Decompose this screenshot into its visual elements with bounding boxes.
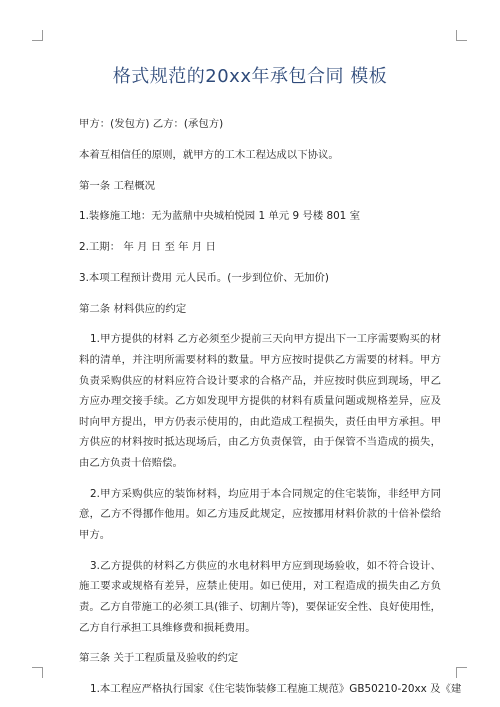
crop-mark-bottom-right bbox=[456, 667, 467, 678]
article2-paragraph-3: 3.乙方提供的材料乙方供应的水电材料甲方应到现场验收，如不符合设计、施工要求或规格有差异，应禁止使用。如已使用，对工程造成的损失由乙方负责。乙方自带施工的必须工具(锥子、切割片等)，要保证安全性、良好使用性，乙方自行承担工具维修费和损耗费用。 bbox=[79, 559, 441, 634]
article2-paragraph-1: 1.甲方提供的材料 乙方必须至少提前三天向甲方提出下一工序需要购买的材料的清单，并注明所需要材料的数量。甲方应按时提供乙方需要的材料。甲方负责采购供应的材料应符合设计要求的合格产品，并应按时供应到现场，甲乙方应办理交接手续。乙方如发现甲方提供的材料有质量问题或规格差异，应及时向甲方提出，甲方仍表示使用的，由此造成工程损失，责任由甲方承担。甲方供应的材料按时抵达现场后，由乙方负责保管，由于保管不当造成的损失，由乙方负责十倍赔偿。 bbox=[79, 333, 441, 470]
parties-line: 甲方：(发包方) 乙方：(承包方) bbox=[79, 118, 224, 130]
article1-heading: 第一条 工程概况 bbox=[79, 179, 156, 192]
crop-mark-top-left bbox=[32, 30, 43, 41]
article1-item-1: 1.装修施工地：无为蓝鼎中央城柏悦园 1 单元 9 号楼 801 室 bbox=[79, 210, 360, 223]
article1-item-2: 2.工期： 年 月 日 至 年 月 日 bbox=[79, 241, 216, 254]
crop-mark-bottom-left bbox=[32, 667, 43, 678]
article3-paragraph-1: 1.本工程应严格执行国家《住宅装饰装修工程施工规范》GB50210-20xx 及《建 bbox=[90, 683, 462, 696]
document-title: 格式规范的20xx年承包合同 模板 bbox=[112, 66, 388, 87]
preamble-line: 本着互相信任的原则，就甲方的工木工程达成以下协议。 bbox=[79, 148, 339, 161]
document-body bbox=[79, 114, 462, 700]
article1-item-3: 3.本项工程预计费用 元人民币。(一步到位价、无加价) bbox=[79, 271, 329, 284]
article2-paragraph-2: 2.甲方采购供应的装饰材料，均应用于本合同规定的住宅装饰，非经甲方同意，乙方不得挪作他用。如乙方违反此规定，应按挪用材料价款的十倍补偿给甲方。 bbox=[79, 487, 441, 541]
article2-heading: 第二条 材料供应的约定 bbox=[79, 302, 187, 315]
article3-heading: 第三条 关于工程质量及验收的约定 bbox=[79, 652, 239, 665]
crop-mark-top-right bbox=[456, 30, 467, 41]
